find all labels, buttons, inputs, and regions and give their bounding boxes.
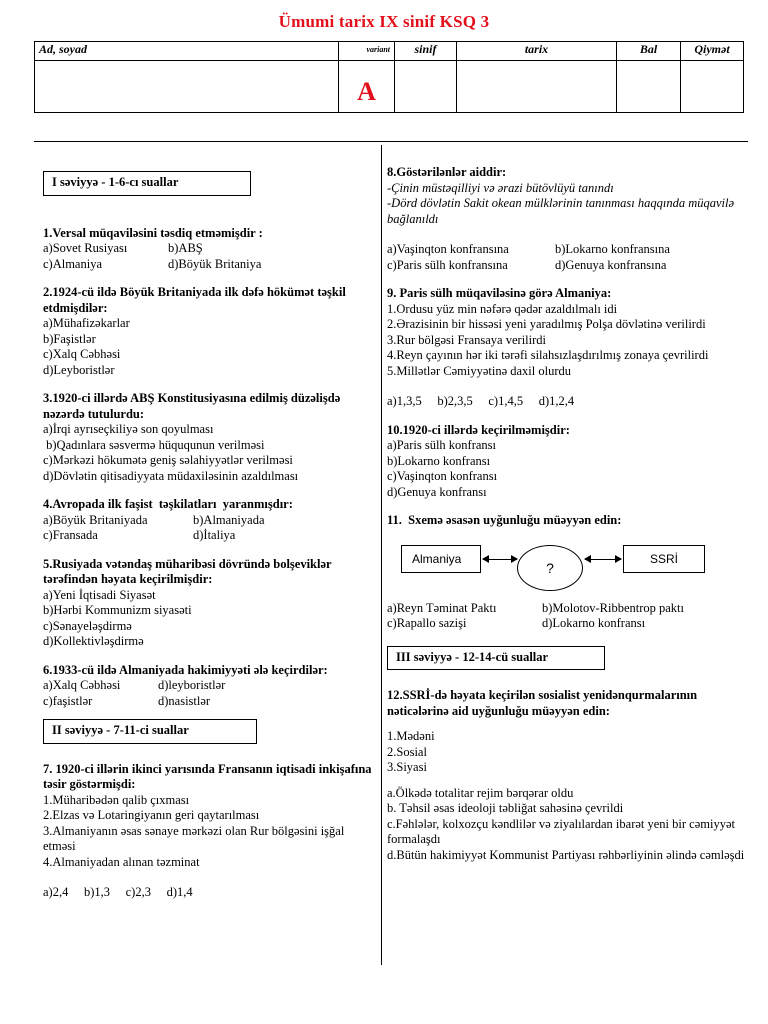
grade-field[interactable] — [681, 61, 744, 113]
question-9: 9. Paris sülh müqaviləsinə görə Almaniya: 1.Ordusu yüz min nəfərə qədər azaldılmalı idi 2.Ərazisinin bir hissəsi yeni yaradılmış Polşa dövlətinə verilirdi 3.Rur bölgəsi Fransaya verilirdi 4.Reyn çayının hər iki tərəfi silahsızlaşdırılmış zonaya çevrilirdi 5.Millətlər Cəmiyyətinə daxil olurdu a)1,3,5 b)2,3,5 c)1,4,5 d)1,2,4 — [387, 286, 747, 410]
scheme-right-arrow — [585, 559, 621, 560]
left-column — [43, 171, 378, 901]
variant-value: A — [339, 61, 395, 113]
question-12: 12.SSRİ-də həyata keçirilən sosialist yenidənqurmalarının nəticələrinə aid uyğunluğu müəyyən edin: 1.Mədəni 2.Sosial 3.Siyasi a.Ölkədə totalitar rejim bərqərar oldu b. Təhsil əsas ideoloji təbliğat sahəsinə çevrildi c.Fəhlələr, kolxozçu kəndlilər və ziyalılardan ibarət yeni bir cəmiyyət formalaşdı d.Bütün hakimiyyət Kommunist Partiyası rəhbərliyinin əlində cəmləşdi — [387, 688, 745, 862]
name-label: Ad, soyad — [35, 42, 339, 61]
scheme-right-box: SSRİ — [623, 545, 705, 573]
student-info-table — [34, 41, 744, 113]
question-10: 10.1920-ci illərdə keçirilməmişdir: a)Paris sülh konfransı b)Lokarno konfransı c)Vaşinqton konfransı d)Genuya konfransı — [387, 422, 570, 499]
date-label: tarix — [457, 42, 617, 61]
question-6: 6.1933-cü ildə Almaniyada hakimiyyəti ələ keçirdilər: a)Xalq Cəbhəsi d)leyboristlər c)faşistlər d)nasistlər — [43, 662, 328, 708]
question-11: 11. Sxemə əsasən uyğunluğu müəyyən edin: Almaniya ? SSRİ a)Reyn Təminat Paktı b)Molotov-Ribbentrop paktı c)Rapallo sazişi d)Lokarno konfransı — [387, 513, 747, 632]
scheme-left-box: Almaniya — [401, 545, 481, 573]
scheme-center-ellipse: ? — [517, 545, 583, 591]
scheme-diagram — [387, 537, 747, 597]
page-title: Ümumi tarix IX sinif KSQ 3 — [278, 12, 490, 31]
level-1-header: I səviyyə - 1-6-cı suallar — [43, 171, 251, 196]
date-field[interactable] — [457, 61, 617, 113]
question-9-answers[interactable]: a)1,3,5 b)2,3,5 c)1,4,5 d)1,2,4 — [387, 394, 575, 408]
grade-label: Qiymət — [681, 42, 744, 61]
level-2-header: II səviyyə - 7-11-ci suallar — [43, 719, 257, 744]
score-field[interactable] — [617, 61, 681, 113]
class-field[interactable] — [395, 61, 457, 113]
question-7: 7. 1920-ci illərin ikinci yarısında Fransanın iqtisadi inkişafına təsir göstərmişdi: 1.Müharibədən qalib çıxması 2.Elzas və Lotaringiyanın geri qaytarılması 3.Almaniyanın əsas sənaye mərkəzi olan Rur bölgəsini işğal etməsi 4.Almaniyadan alınan təzminat a)2,4 b)1,3 c)2,3 d)1,4 — [43, 762, 378, 901]
column-divider — [381, 145, 382, 965]
question-1: 1.Versal müqaviləsini təsdiq etməmişdir : a)Sovet Rusiyası b)ABŞ c)Almaniya d)Böyük Britaniya — [43, 225, 263, 271]
score-label: Bal — [617, 42, 681, 61]
class-label: sinif — [395, 42, 457, 61]
question-8: 8.Göstərilənlər aiddir: -Çinin müstəqilliyi və ərazi bütövlüyü tanındı -Dörd dövlətin Sakit okean mülklərinin tanınması haqqında müqavilə bağlanıldı a)Vaşinqton konfransına b)Lokarno konfransına c)Paris sülh konfransına d)Genuya konfransına — [387, 165, 735, 272]
name-field[interactable] — [35, 61, 339, 113]
question-7-answers[interactable]: a)2,4 b)1,3 c)2,3 d)1,4 — [43, 885, 193, 899]
level-3-header: III səviyyə - 12-14-cü suallar — [387, 646, 605, 671]
question-3: 3.1920-ci illərdə ABŞ Konstitusiyasına edilmiş düzəlişdə nəzərdə tutulurdu: a)İrqi ayrıseçkiliyə son qoyulması b)Qadınlara səsvermə hüququnun verilməsi c)Mərkəzi hökumətə geniş səlahiyyətlər verilməsi d)Dövlətin qitisadiyyata müdaxiləsinin azaldılması — [43, 391, 341, 483]
question-2: 2.1924-cü ildə Böyük Britaniyada ilk dəfə hökümət təşkil etdmişdilər: a)Mühafizəkarlar b)Faşistlər c)Xalq Cəbhəsi d)Leyboristlər — [43, 285, 346, 377]
top-divider — [34, 141, 748, 142]
scheme-left-arrow — [483, 559, 517, 560]
right-column — [387, 165, 747, 863]
question-5: 5.Rusiyada vətəndaş müharibəsi dövründə bolşeviklər tərəfindən həyata keçirilmişdir: a)Yeni İqtisadi Siyasət b)Hərbi Kommunizm siyasəti c)Sənayeləşdirmə d)Kollektivləşdirmə — [43, 556, 332, 648]
variant-label: variant — [339, 42, 395, 61]
question-4: 4.Avropada ilk faşist təşkilatları yaranmışdır: a)Böyük Britaniyada b)Almaniyada c)Fransada d)İtaliya — [43, 497, 293, 542]
